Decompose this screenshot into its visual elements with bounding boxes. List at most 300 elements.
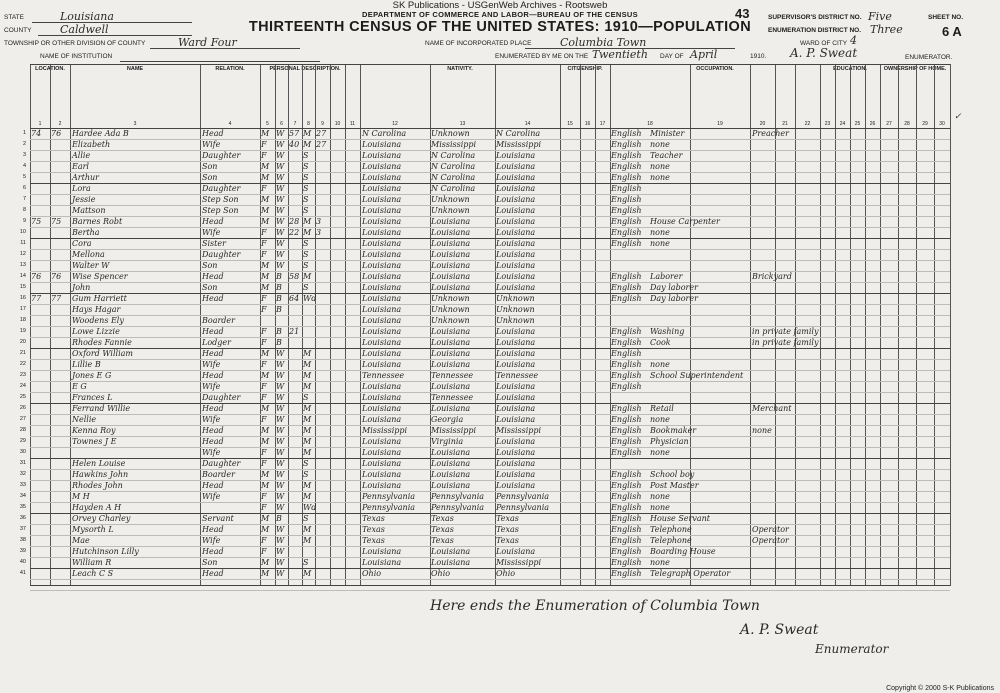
cell-yrs [316, 249, 329, 260]
cell-birth: Louisiana [362, 327, 402, 336]
column-number: 14 [524, 121, 531, 127]
cell-dw [31, 304, 51, 315]
table-row [19, 370, 950, 381]
cell-occ [650, 381, 750, 392]
cell-fbirth: Unknown [431, 305, 470, 314]
cell-rel: Head [202, 217, 224, 226]
cell-mbirth: Louisiana [496, 239, 536, 248]
cell-fam: 75 [51, 217, 62, 226]
cell-rel: Head [202, 129, 224, 138]
cell-mbirth: Mississippi [496, 426, 542, 435]
cell-name: Jones E G [72, 371, 112, 380]
cell-dw [31, 337, 51, 348]
cell-mbirth: Texas [496, 536, 519, 545]
cell-yrs [316, 315, 329, 326]
cell-ind [752, 205, 818, 216]
cell-name: Rhodes John [72, 481, 123, 490]
cell-mbirth: Louisiana [496, 206, 536, 215]
cell-rel [202, 502, 258, 513]
cell-mbirth: Louisiana [496, 547, 536, 556]
cell-yrs [316, 271, 329, 282]
cell-race: W [276, 129, 285, 138]
cell-birth: Louisiana [362, 261, 402, 270]
cell-lang: English [611, 140, 642, 149]
cell-ms: S [303, 283, 309, 292]
ward-value: 4 [850, 34, 857, 47]
cell-occ [650, 183, 750, 194]
cell-fam [51, 304, 70, 315]
cell-age: 22 [289, 228, 300, 237]
cell-mbirth: Pennsylvania [496, 503, 550, 512]
cell-name: Townes J E [72, 437, 117, 446]
cell-fbirth: Unknown [431, 206, 470, 215]
cell-sex: F [261, 360, 267, 369]
cell-lang: English [611, 525, 642, 534]
cell-birth: Pennsylvania [362, 503, 416, 512]
cell-fbirth: Tennessee [431, 371, 474, 380]
cell-rel: Lodger [202, 338, 231, 347]
cell-fam [51, 370, 70, 381]
cell-ms: M [303, 371, 312, 380]
cell-dw [31, 205, 51, 216]
cell-age: 21 [289, 327, 300, 336]
cell-dw [31, 238, 51, 249]
cell-yrs [316, 304, 329, 315]
cell-birth: Louisiana [362, 360, 402, 369]
cell-mbirth: Mississippi [496, 140, 542, 149]
cell-age [289, 172, 301, 183]
cell-mbirth: Unknown [496, 294, 535, 303]
institution-line [120, 61, 320, 62]
cell-yrs [316, 238, 329, 249]
column-number: 30 [939, 121, 945, 127]
cell-dw [31, 381, 51, 392]
column-number: 13 [459, 121, 466, 127]
line-number: 2 [22, 141, 26, 147]
line-number: 29 [19, 438, 26, 444]
cell-lang: English [611, 294, 642, 303]
cell-mbirth: Louisiana [496, 448, 536, 457]
column-number: 8 [307, 121, 310, 127]
cell-ms: S [303, 558, 309, 567]
cell-mbirth: Louisiana [496, 382, 536, 391]
cell-mbirth: Louisiana [496, 283, 536, 292]
cell-occ: none [650, 228, 670, 237]
cell-dw [31, 403, 51, 414]
cell-age [289, 304, 301, 315]
cell-ms [303, 304, 314, 315]
supervisor-value: Five [868, 10, 892, 23]
cell-birth: Louisiana [362, 162, 402, 171]
cell-yrs [316, 392, 329, 403]
cell-name: Hayden A H [72, 503, 122, 512]
cell-lang: English [611, 162, 642, 171]
cell-rel: Wife [202, 536, 221, 545]
cell-fbirth: Louisiana [431, 459, 471, 468]
cell-occ: none [650, 558, 670, 567]
cell-birth: Louisiana [362, 195, 402, 204]
table-row [19, 414, 950, 425]
cell-rel: Boarder [202, 316, 235, 325]
cell-ms: M [303, 415, 312, 424]
cell-mbirth: Louisiana [496, 415, 536, 424]
cell-birth: Louisiana [362, 206, 402, 215]
cell-dw [31, 458, 51, 469]
cell-occ: Boarding House [650, 547, 716, 556]
cell-age [289, 480, 301, 491]
cell-fam [51, 469, 70, 480]
col-name: NAME [126, 66, 144, 72]
cell-ms: M [303, 272, 312, 281]
margin-note: ✓ [954, 112, 962, 122]
cell-race: W [276, 195, 285, 204]
stamp-number: 43 [735, 6, 750, 21]
cell-fam [51, 238, 70, 249]
cell-fbirth: N Carolina [431, 151, 476, 160]
cell-name: Gum Harriett [72, 294, 127, 303]
cell-race: B [276, 272, 282, 281]
cell-rel: Head [202, 272, 224, 281]
cell-race: W [276, 360, 285, 369]
line-number: 21 [19, 350, 26, 356]
cell-birth: Texas [362, 536, 385, 545]
line-number: 22 [19, 361, 26, 367]
cell-ind [752, 381, 818, 392]
cell-occ: Physician [650, 437, 689, 446]
line-number: 23 [19, 372, 26, 378]
cell-occ: none [650, 239, 670, 248]
cell-lang: English [611, 349, 642, 358]
cell-sex: F [261, 294, 267, 303]
line-number: 4 [22, 163, 26, 169]
cell-mbirth: Tennessee [496, 371, 539, 380]
cell-ind [752, 172, 818, 183]
cell-lang: English [611, 404, 642, 413]
cell-fbirth: Louisiana [431, 239, 471, 248]
cell-rel: Head [202, 547, 224, 556]
cell-name: Hardee Ada B [72, 129, 129, 138]
cell-dw [31, 326, 51, 337]
line-number: 1 [22, 130, 26, 136]
cell-yrs [316, 172, 329, 183]
cell-dw [31, 194, 51, 205]
cell-dw [31, 469, 51, 480]
cell-dw [31, 282, 51, 293]
cell-birth: Louisiana [362, 140, 402, 149]
cell-lang [611, 392, 649, 403]
cell-fam [51, 568, 70, 579]
cell-ms: M [303, 536, 312, 545]
cell-sex: M [261, 470, 270, 479]
cell-fbirth: Louisiana [431, 250, 471, 259]
cell-ms [303, 546, 314, 557]
cell-yrs [316, 524, 329, 535]
cell-occ: Washing [650, 327, 685, 336]
cell-mbirth: Louisiana [496, 349, 536, 358]
cell-yrs [316, 381, 329, 392]
cell-race: W [276, 162, 285, 171]
cell-dw: 74 [31, 129, 42, 138]
cell-ms: S [303, 151, 309, 160]
cell-fbirth: Texas [431, 525, 454, 534]
cell-race: W [276, 261, 285, 270]
cell-fbirth: Texas [431, 536, 454, 545]
cell-ms: M [303, 349, 312, 358]
state-value: Louisiana [60, 10, 114, 23]
cell-lang [611, 458, 649, 469]
cell-lang: English [611, 228, 642, 237]
cell-birth: Texas [362, 514, 385, 523]
census-table [19, 64, 950, 586]
cell-ind: in private family [752, 338, 819, 347]
table-row [19, 337, 950, 348]
closing-text: Here ends the Enumeration of Columbia Town [430, 598, 760, 614]
cell-birth: Louisiana [362, 338, 402, 347]
cell-fbirth: Louisiana [431, 404, 471, 413]
cell-fbirth: Unknown [431, 195, 470, 204]
column-number: 29 [922, 121, 928, 127]
cell-rel: Head [202, 349, 224, 358]
line-number: 41 [19, 570, 26, 576]
cell-birth: Mississippi [362, 426, 408, 435]
cell-sex: F [261, 140, 267, 149]
cell-yrs [316, 370, 329, 381]
cell-yrs [316, 480, 329, 491]
cell-lang: English [611, 481, 642, 490]
cell-ms: M [303, 481, 312, 490]
cell-race: B [276, 283, 282, 292]
cell-ms: S [303, 206, 309, 215]
cell-age [289, 425, 301, 436]
line-number: 40 [19, 559, 26, 565]
cell-dw [31, 513, 51, 524]
cell-ind: Operator [752, 525, 789, 534]
cell-yrs [316, 557, 329, 568]
cell-sex: F [261, 151, 267, 160]
line-number: 25 [19, 394, 26, 400]
cell-name: Walter W [72, 261, 110, 270]
cell-fam [51, 491, 70, 502]
cell-fam [51, 183, 70, 194]
cell-race: W [276, 492, 285, 501]
cell-name: Lillie B [72, 360, 101, 369]
cell-race: W [276, 481, 285, 490]
cell-fam [51, 513, 70, 524]
cell-age [289, 557, 301, 568]
cell-race: W [276, 228, 285, 237]
cell-age [289, 282, 301, 293]
cell-lang: English [611, 514, 642, 523]
cell-rel: Wife [202, 415, 221, 424]
cell-rel: Head [202, 426, 224, 435]
cell-ind [752, 513, 818, 524]
column-number: 23 [824, 121, 831, 127]
cell-fam [51, 546, 70, 557]
cell-yrs [316, 260, 329, 271]
cell-rel [202, 304, 258, 315]
line-number: 35 [19, 504, 26, 510]
cell-sex: M [261, 349, 270, 358]
cell-yrs [316, 150, 329, 161]
table-row [19, 260, 950, 271]
cell-occ: Retail [650, 404, 674, 413]
column-number: 3 [133, 121, 137, 127]
cell-ms: M [303, 569, 312, 578]
cell-rel: Daughter [202, 184, 241, 193]
cell-rel: Daughter [202, 459, 241, 468]
cell-name: M H [72, 492, 90, 501]
cell-ms: M [303, 217, 312, 226]
cell-dw [31, 480, 51, 491]
ward-label: WARD OF CITY [800, 40, 848, 47]
cell-rel: Head [202, 481, 224, 490]
cell-occ: none [650, 360, 670, 369]
cell-ms: M [303, 525, 312, 534]
cell-sex: M [261, 558, 270, 567]
cell-race: W [276, 206, 285, 215]
cell-ind [752, 557, 818, 568]
cell-age [289, 568, 301, 579]
cell-ind [752, 546, 818, 557]
column-number: 28 [904, 121, 910, 127]
cell-sex: M [261, 371, 270, 380]
line-number: 5 [22, 174, 26, 180]
cell-mbirth: Louisiana [496, 393, 536, 402]
cell-fam [51, 447, 70, 458]
cell-occ: none [650, 173, 670, 182]
col-relation: RELATION. [215, 66, 245, 72]
table-row [19, 315, 950, 326]
cell-sex: M [261, 173, 270, 182]
column-number: 15 [567, 121, 573, 127]
cell-lang: English [611, 195, 642, 204]
cell-yrs [316, 293, 329, 304]
cell-mbirth: Louisiana [496, 173, 536, 182]
cell-sex: M [261, 569, 270, 578]
cell-ind [752, 161, 818, 172]
cell-ind [752, 293, 818, 304]
cell-name: Nellie [72, 415, 97, 424]
cell-occ: none [650, 503, 670, 512]
cell-sex: M [261, 129, 270, 138]
cell-age [289, 260, 301, 271]
cell-mbirth: Louisiana [496, 470, 536, 479]
cell-lang: English [611, 151, 642, 160]
cell-occ: House Servant [650, 514, 711, 523]
cell-ind: Operator [752, 536, 789, 545]
cell-mbirth: Louisiana [496, 272, 536, 281]
cell-ms: M [303, 448, 312, 457]
cell-lang: English [611, 415, 642, 424]
cell-ind [752, 183, 818, 194]
cell-dw [31, 150, 51, 161]
column-number: 19 [717, 121, 723, 127]
cell-fam [51, 249, 70, 260]
cell-birth: Louisiana [362, 547, 402, 556]
cell-race: W [276, 250, 285, 259]
cell-race: W [276, 404, 285, 413]
table-row [19, 447, 950, 458]
cell-occ: School boy [650, 470, 695, 479]
cell-mbirth: Louisiana [496, 459, 536, 468]
line-number: 26 [19, 405, 26, 411]
cell-birth: Louisiana [362, 294, 402, 303]
col-nativity: NATIVITY. [447, 66, 473, 72]
cell-fbirth: Louisiana [431, 217, 471, 226]
column-number: 11 [349, 121, 356, 127]
cell-race: W [276, 151, 285, 160]
cell-age: 28 [289, 217, 300, 226]
cell-dw: 77 [31, 294, 42, 303]
cell-dw [31, 436, 51, 447]
cell-occ [650, 249, 750, 260]
line-number: 34 [19, 493, 26, 499]
cell-fam [51, 337, 70, 348]
column-number: 18 [647, 121, 653, 127]
line-number: 33 [19, 482, 26, 488]
cell-ms: Wd [303, 503, 317, 512]
table-row [19, 304, 950, 315]
cell-yrs [316, 546, 329, 557]
cell-dw [31, 447, 51, 458]
cell-occ: Telephone [650, 525, 692, 534]
cell-yrs [316, 458, 329, 469]
cell-fbirth: Ohio [431, 569, 451, 578]
cell-fam [51, 480, 70, 491]
cell-dw [31, 139, 51, 150]
table-row [19, 513, 950, 524]
cell-ind [752, 370, 818, 381]
line-number: 8 [22, 207, 26, 213]
cell-ind [752, 392, 818, 403]
cell-ind [752, 315, 818, 326]
cell-occ: Cook [650, 338, 671, 347]
cell-fam [51, 458, 70, 469]
cell-name: Kenna Roy [72, 426, 116, 435]
cell-rel: Head [202, 404, 224, 413]
cell-lang [611, 260, 649, 271]
ed-value: Three [870, 23, 903, 36]
cell-fbirth: Unknown [431, 316, 470, 325]
day-label: DAY OF [660, 53, 684, 60]
cell-age [289, 315, 301, 326]
line-number: 3 [22, 152, 26, 158]
cell-yrs [316, 568, 329, 579]
cell-fam [51, 359, 70, 370]
cell-ind [752, 480, 818, 491]
cell-rel: Wife [202, 360, 221, 369]
cell-occ: School Superintendent [650, 371, 744, 380]
cell-sex: M [261, 481, 270, 490]
table-row [19, 491, 950, 502]
table-row [19, 227, 950, 238]
cell-rel: Wife [202, 492, 221, 501]
cell-name: Orvey Charley [72, 514, 131, 523]
cell-yrs: 27 [316, 140, 327, 149]
cell-ind [752, 491, 818, 502]
cell-name: Oxford William [72, 349, 134, 358]
cell-mbirth: Louisiana [496, 228, 536, 237]
cell-sex: M [261, 283, 270, 292]
cell-sex: F [261, 459, 267, 468]
cell-yrs [316, 447, 329, 458]
cell-name: Mellona [72, 250, 105, 259]
cell-mbirth: Louisiana [496, 360, 536, 369]
cell-mbirth: Texas [496, 514, 519, 523]
cell-yrs [316, 414, 329, 425]
cell-birth: Louisiana [362, 316, 402, 325]
line-number: 11 [20, 240, 26, 246]
